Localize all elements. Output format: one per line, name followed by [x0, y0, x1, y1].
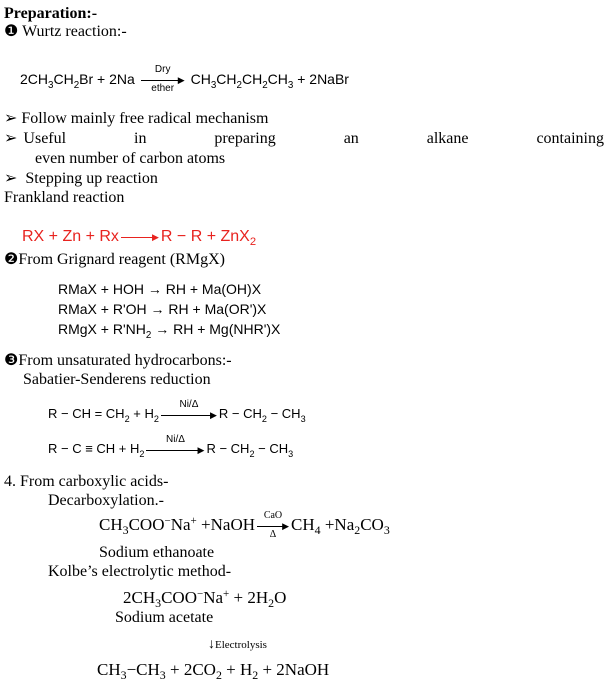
subscript: 3	[287, 80, 294, 91]
kolbe-title: Kolbe’s electrolytic method-	[48, 563, 232, 580]
arrow-condition-below: ether	[151, 83, 175, 95]
subscript: 2	[261, 414, 267, 424]
formula-text: + H	[221, 660, 253, 679]
formula-text: 2CH	[20, 71, 49, 87]
subscript: 2	[252, 668, 259, 682]
formula-text: + 2H	[229, 588, 269, 607]
superscript: +	[223, 588, 230, 600]
formula-text: O	[274, 588, 287, 607]
subscript: 3	[155, 596, 162, 610]
frankland-title: Frankland reaction	[4, 189, 125, 206]
subscript: 2	[73, 80, 80, 91]
reaction-arrow-icon: ▶ CaO Δ	[257, 517, 289, 535]
reaction-arrow-icon: ▶ Ni/Δ	[146, 441, 204, 459]
subscript: 2	[268, 596, 275, 610]
marker-1-icon: ❶	[4, 23, 19, 40]
formula-text: Br + 2Na	[79, 71, 139, 87]
formula-text: R − CH	[218, 406, 262, 421]
formula-text: CH	[267, 71, 288, 87]
subscript: 2	[145, 330, 152, 341]
formula-text: +Na	[320, 515, 355, 534]
word: containing	[536, 130, 604, 147]
formula-text: + 2NaOH	[258, 660, 330, 679]
formula-text: Na	[203, 588, 224, 607]
bullet-text: Stepping up reaction	[25, 170, 158, 187]
formula-text: − CH	[254, 441, 289, 456]
sabatier-title: Sabatier-Senderens reduction	[23, 371, 211, 388]
bullet-arrow-icon: ➢	[4, 110, 18, 127]
formula-text: + 2CO	[165, 660, 216, 679]
formula-text: CO	[360, 515, 384, 534]
down-arrow-icon: ↓	[208, 637, 215, 652]
subscript: 3	[120, 668, 127, 682]
frankland-equation	[22, 228, 257, 249]
bullet-3	[4, 170, 158, 188]
formula-text: CH	[216, 71, 237, 87]
reaction-arrow-icon: ▶ Dry ether	[141, 71, 185, 89]
formula-text: R − C ≡ CH + H	[48, 441, 140, 456]
formula-text: COO	[128, 515, 165, 534]
subscript: 2	[249, 449, 255, 459]
arrow-condition-above: Ni/Δ	[179, 398, 199, 410]
electrolysis-step	[208, 636, 267, 654]
bullet-2	[4, 130, 604, 148]
formula-text: Na	[170, 515, 191, 534]
formula-text: + 2NaBr	[293, 71, 349, 87]
subscript: 2	[124, 414, 130, 424]
subscript: 2	[249, 236, 257, 249]
formula-text: R − R + ZnX	[160, 228, 250, 246]
bullet-2-continued: even number of carbon atoms	[35, 150, 226, 167]
formula-text: CH	[53, 71, 74, 87]
sodium-ethanoate-label: Sodium ethanoate	[99, 544, 215, 561]
section-3-title	[4, 352, 232, 370]
bullet-1	[4, 110, 268, 128]
formula-text: CH	[241, 71, 263, 87]
subscript: 2	[354, 523, 361, 537]
marker-3-icon: ❸	[4, 352, 19, 369]
section-1-label: Wurtz reaction:-	[22, 23, 127, 40]
subscript: 2	[215, 668, 222, 682]
reaction-arrow-icon: ▶	[121, 228, 159, 246]
formula-text: → RH + Mg(NHR')X	[151, 321, 281, 337]
formula-text: + H	[129, 406, 154, 421]
word: in	[134, 130, 147, 147]
decarboxylation-equation	[99, 510, 390, 541]
formula-text: CH	[186, 71, 211, 87]
formula-text: 2CH	[123, 588, 156, 607]
alkyne-hydrogenation	[48, 433, 294, 459]
subscript: 3	[288, 449, 294, 459]
marker-2-icon: ❷	[4, 251, 19, 268]
bullet-arrow-icon: ➢	[4, 130, 18, 147]
arrow-condition-above: Dry	[154, 64, 171, 76]
kolbe-products	[97, 660, 330, 682]
formula-text: +NaOH	[196, 515, 255, 534]
section-3-label: From unsaturated hydrocarbons:-	[18, 352, 232, 369]
word: preparing	[214, 130, 276, 147]
subscript: 3	[48, 80, 54, 91]
grignard-equation-2	[58, 300, 266, 318]
section-2-title	[4, 251, 225, 269]
formula-text: R − CH = CH	[48, 406, 125, 421]
formula-text: RMaX + HOH → RH + Ma(OH)X	[58, 281, 262, 297]
formula-text: RX + Zn + Rx	[22, 228, 119, 246]
superscript: −	[196, 588, 204, 600]
subscript: 2	[139, 449, 145, 459]
electrolysis-label: Electrolysis	[215, 639, 267, 651]
sodium-acetate-label: Sodium acetate	[115, 609, 214, 626]
word: Useful	[23, 130, 67, 147]
arrow-condition-above: CaO	[263, 510, 283, 522]
formula-text: CH	[291, 515, 315, 534]
grignard-equation-3	[58, 320, 281, 341]
formula-text: RMgX + R'NH	[58, 321, 146, 337]
subscript: 3	[383, 523, 390, 537]
superscript: −	[164, 515, 171, 527]
formula-text: CH	[97, 660, 121, 679]
reaction-arrow-icon: ▶ Ni/Δ	[161, 406, 217, 424]
word: alkane	[426, 130, 469, 147]
arrow-condition-below: Δ	[269, 529, 277, 541]
formula-text: − CH	[266, 406, 301, 421]
formula-text: CH	[99, 515, 123, 534]
subscript: 3	[159, 668, 166, 682]
bullet-text: Follow mainly free radical mechanism	[21, 110, 269, 127]
arrow-condition-above: Ni/Δ	[166, 433, 185, 445]
subscript: 2	[236, 80, 242, 91]
word: an	[343, 130, 359, 147]
kolbe-equation	[123, 588, 287, 610]
section-4-title: 4. From carboxylic acids-	[4, 473, 169, 490]
formula-text: COO	[161, 588, 197, 607]
bullet-arrow-icon: ➢	[4, 170, 18, 187]
wurtz-equation	[20, 64, 349, 95]
formula-text: RMaX + R'OH → RH + Ma(OR')X	[58, 301, 267, 317]
subscript: 3	[122, 523, 129, 537]
formula-text: −CH	[126, 660, 160, 679]
formula-text: R − CH	[206, 441, 250, 456]
grignard-equation-1	[58, 280, 261, 298]
heading: Preparation:-	[4, 5, 98, 22]
decarboxylation-title: Decarboxylation.-	[48, 492, 164, 509]
section-2-label: From Grignard reagent (RMgX)	[18, 251, 225, 268]
section-1-title	[4, 23, 127, 41]
subscript: 4	[314, 523, 321, 537]
alkene-hydrogenation	[48, 398, 306, 424]
subscript: 3	[210, 80, 217, 91]
bullet-text	[23, 130, 604, 148]
subscript: 3	[300, 414, 306, 424]
subscript: 2	[153, 414, 159, 424]
superscript: +	[190, 515, 197, 527]
subscript: 2	[262, 80, 268, 91]
